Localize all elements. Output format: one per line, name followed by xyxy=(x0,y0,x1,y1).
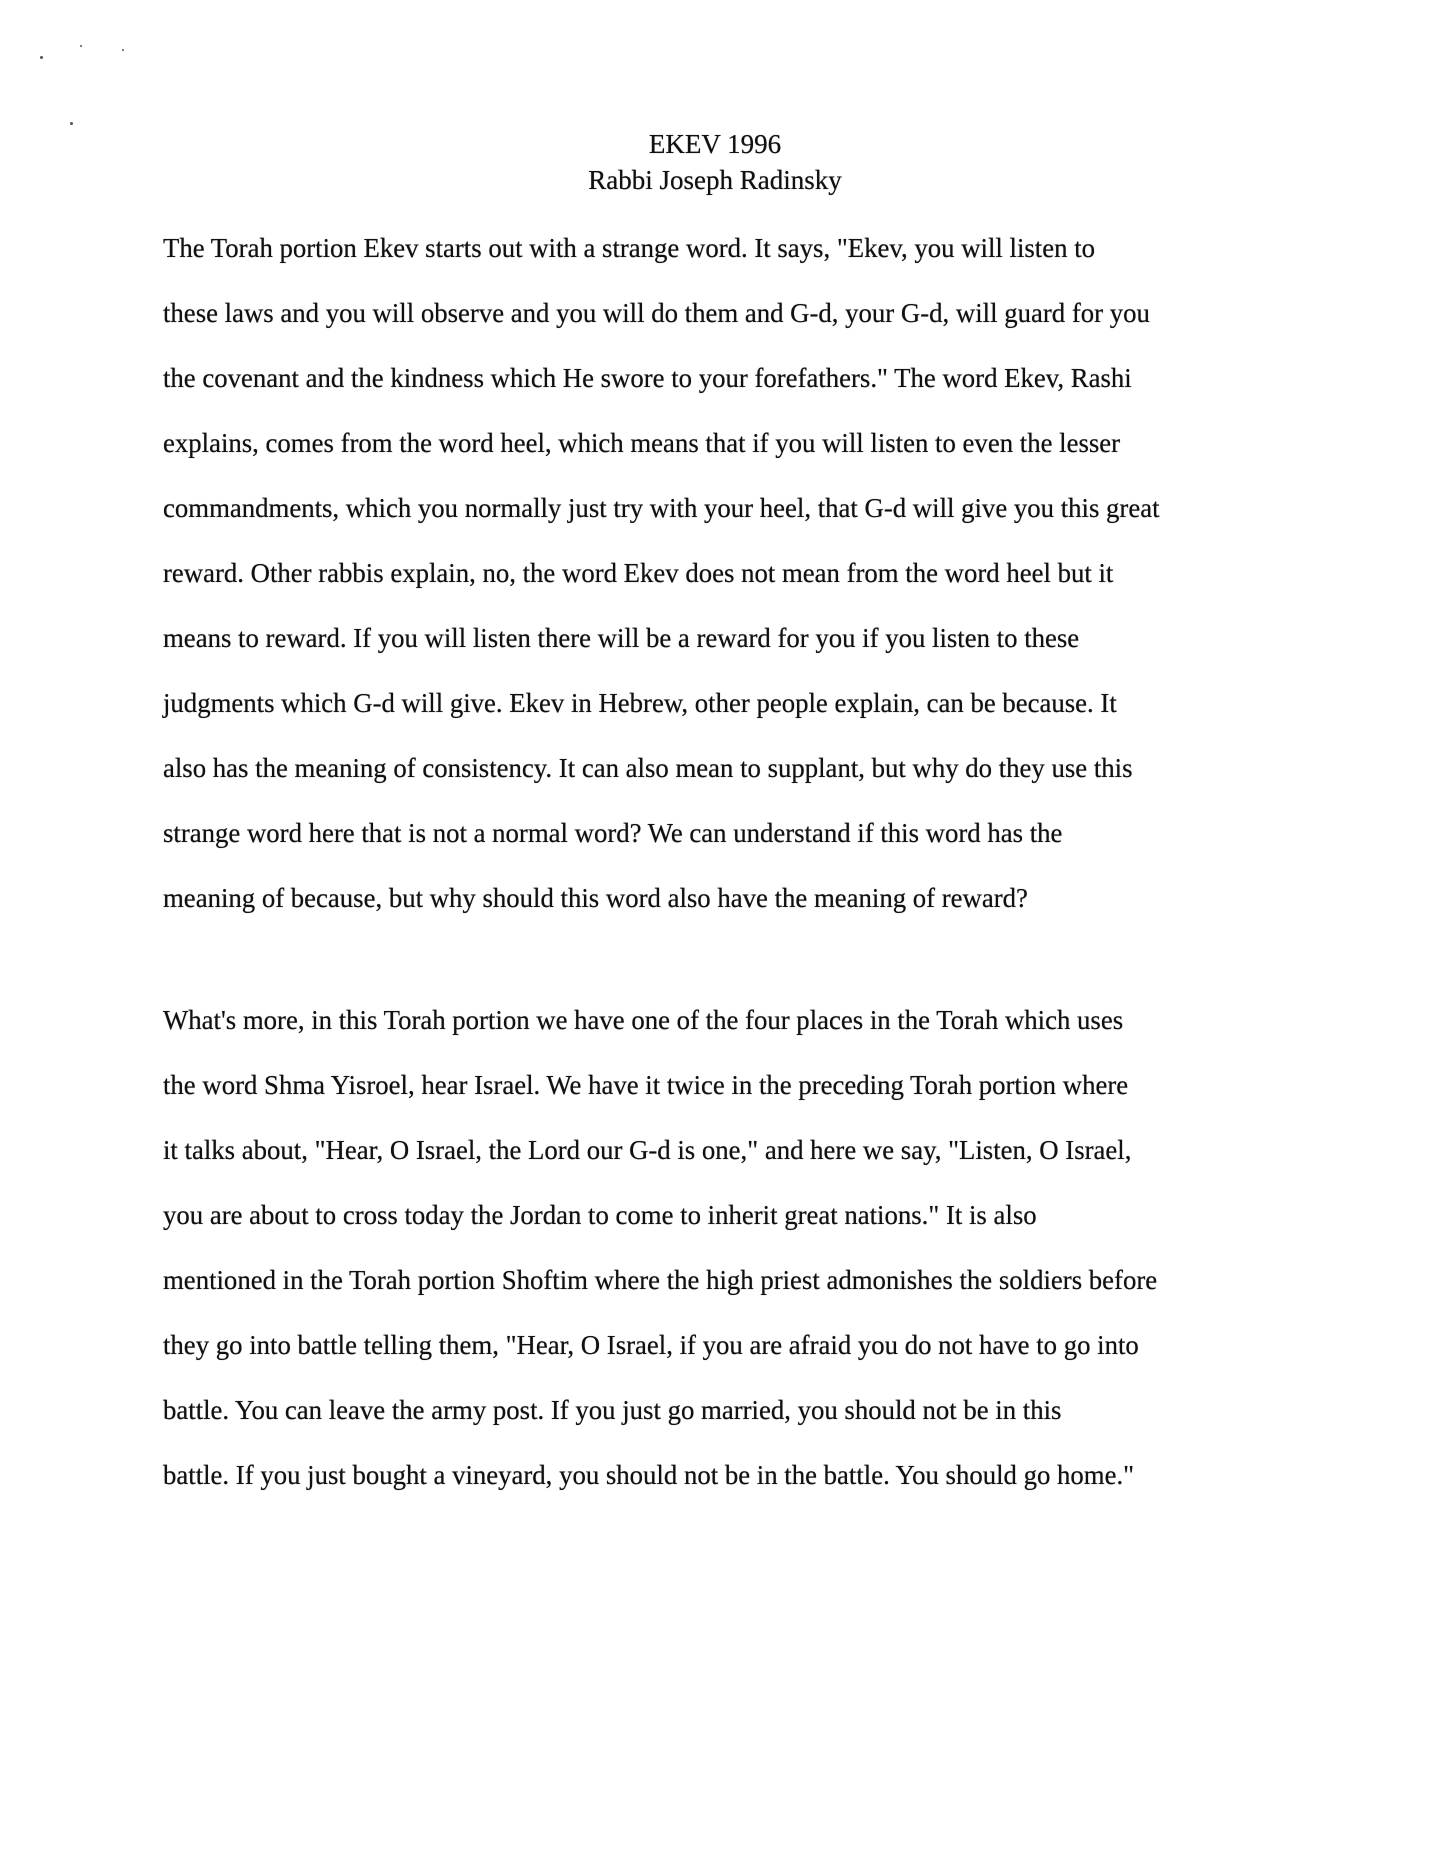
paragraph-line: What's more, in this Torah portion we have one of the four places in the Torah which uses xyxy=(163,1005,1124,1035)
document-header xyxy=(0,126,1430,198)
paragraph-line: strange word here that is not a normal word? We can understand if this word has the xyxy=(163,818,1063,848)
paragraph-line: meaning of because, but why should this word also have the meaning of reward? xyxy=(163,883,1028,913)
paragraph-line: explains, comes from the word heel, which means that if you will listen to even the lesser xyxy=(163,428,1121,458)
document-title: EKEV 1996 xyxy=(648,129,782,159)
paragraph-line: battle. You can leave the army post. If you just go married, you should not be in this xyxy=(163,1395,1062,1425)
paragraph-line: also has the meaning of consistency. It can also mean to supplant, but why do they use this xyxy=(163,753,1133,783)
paragraph-line: the covenant and the kindness which He swore to your forefathers." The word Ekev, Rashi xyxy=(163,363,1132,393)
paragraph-line: reward. Other rabbis explain, no, the word Ekev does not mean from the word heel but it xyxy=(163,558,1114,588)
paragraph-line: commandments, which you normally just try with your heel, that G-d will give you this great xyxy=(163,493,1160,523)
paragraph-line: they go into battle telling them, "Hear, O Israel, if you are afraid you do not have to go into xyxy=(163,1330,1139,1360)
document-author: Rabbi Joseph Radinsky xyxy=(588,165,842,195)
paragraph-line: means to reward. If you will listen there will be a reward for you if you listen to these xyxy=(163,623,1080,653)
paragraph-2 xyxy=(163,988,1273,1508)
paragraph-line: these laws and you will observe and you will do them and G-d, your G-d, will guard for you xyxy=(163,298,1150,328)
paragraph-line: mentioned in the Torah portion Shoftim where the high priest admonishes the soldiers before xyxy=(163,1265,1158,1295)
scan-speck xyxy=(80,45,82,47)
paragraph-line: The Torah portion Ekev starts out with a strange word. It says, "Ekev, you will listen to xyxy=(163,233,1096,263)
paragraph-1 xyxy=(163,216,1273,931)
paragraph-line: it talks about, "Hear, O Israel, the Lord our G-d is one," and here we say, "Listen, O Israel, xyxy=(163,1135,1132,1165)
paragraph-line: you are about to cross today the Jordan to come to inherit great nations." It is also xyxy=(163,1200,1037,1230)
scan-speck xyxy=(70,122,73,125)
scan-speck xyxy=(40,56,43,59)
paragraph-line: the word Shma Yisroel, hear Israel. We have it twice in the preceding Torah portion where xyxy=(163,1070,1129,1100)
paragraph-line: judgments which G-d will give. Ekev in Hebrew, other people explain, can be because. It xyxy=(163,688,1117,718)
paragraph-line: battle. If you just bought a vineyard, you should not be in the battle. You should go home." xyxy=(163,1460,1135,1490)
scan-speck xyxy=(122,49,124,51)
